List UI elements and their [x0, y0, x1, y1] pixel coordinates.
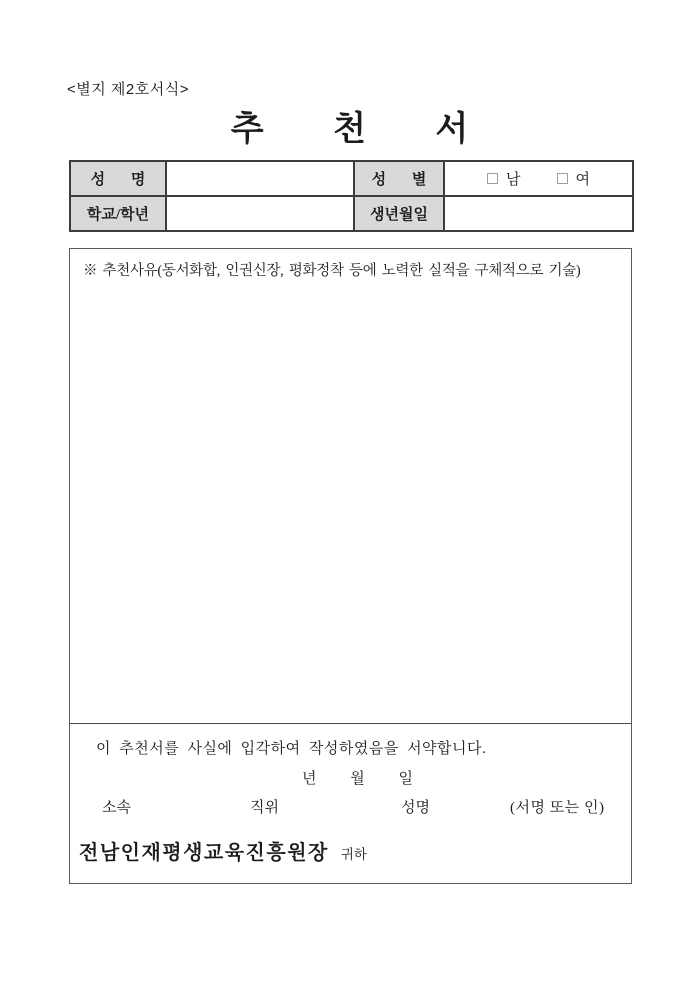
- gender-option-male[interactable]: [487, 168, 521, 189]
- form-number-label: <별지 제2호서식>: [67, 81, 189, 98]
- seal-note: (서명 또는 인): [510, 800, 605, 816]
- school-grade-label-cell: 학교/학년: [70, 196, 166, 231]
- birth-date-label-cell: 생년월일: [354, 196, 444, 231]
- recipient-organization: 전남인재평생교육진흥원장: [79, 842, 329, 864]
- name-value-cell[interactable]: [166, 161, 354, 196]
- gender-label-cell: 성 별: [354, 161, 444, 196]
- reason-section: [70, 249, 631, 723]
- table-row-name-gender: [70, 161, 633, 196]
- position-label: 직위: [250, 800, 279, 816]
- male-checkbox-icon[interactable]: [487, 173, 498, 184]
- pledge-statement: 이 추천서를 사실에 입각하여 작성하였음을 서약합니다.: [96, 741, 487, 757]
- reason-instruction: ※ 추천사유(동서화합, 인권신장, 평화정착 등에 노력한 실적을 구체적으로 기술): [83, 263, 581, 279]
- female-option-label: 여: [575, 172, 590, 188]
- applicant-info-table: [69, 160, 634, 232]
- recommendation-main-box: [69, 248, 632, 884]
- gender-option-female[interactable]: [557, 168, 591, 189]
- date-line: 년 월 일: [302, 771, 413, 787]
- gender-options: [445, 162, 632, 195]
- male-option-label: 남: [506, 172, 521, 188]
- pledge-section: [70, 723, 631, 883]
- page-title: 추 천 서: [230, 110, 470, 148]
- school-grade-value-cell[interactable]: [166, 196, 354, 231]
- table-row-school-birthdate: [70, 196, 633, 231]
- name-label-cell: 성 명: [70, 161, 166, 196]
- female-checkbox-icon[interactable]: [557, 173, 568, 184]
- affiliation-label: 소속: [102, 800, 131, 816]
- reason-content-area[interactable]: [83, 281, 621, 701]
- recipient-line: [79, 836, 367, 865]
- gender-value-cell: [444, 161, 633, 196]
- birth-date-value-cell[interactable]: [444, 196, 633, 231]
- signer-name-label: 성명: [401, 800, 430, 816]
- signature-row: [70, 796, 631, 818]
- recipient-honorific: 귀하: [340, 847, 367, 862]
